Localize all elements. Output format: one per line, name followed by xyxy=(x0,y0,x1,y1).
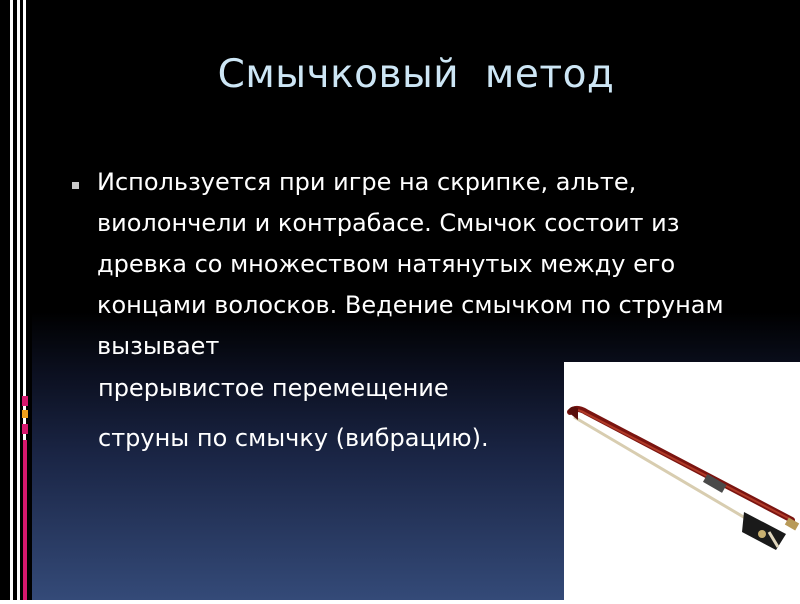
accent-bar-magenta xyxy=(23,440,27,600)
bullet-icon xyxy=(72,182,79,189)
violin-bow-image xyxy=(564,362,800,600)
violin-bow-icon xyxy=(564,362,800,600)
left-edge-decoration xyxy=(0,0,32,600)
slide-title: Смычковый метод xyxy=(217,52,615,97)
bullet-text: Используется при игре на скрипке, альте, виолончели и контрабасе. Смычок состоит из древка со множеством натянутых между его концами волосков. Ведение смычком по струнам вызывает xyxy=(97,168,724,360)
accent-mark-orange xyxy=(22,410,28,418)
edge-stripe xyxy=(13,0,17,600)
edge-stripe xyxy=(0,0,10,600)
accent-mark-magenta xyxy=(22,424,28,434)
accent-mark-magenta xyxy=(22,396,28,406)
continuation-line: струны по смычку (вибрацию). xyxy=(98,424,489,452)
continuation-line: прерывистое перемещение xyxy=(98,374,449,402)
